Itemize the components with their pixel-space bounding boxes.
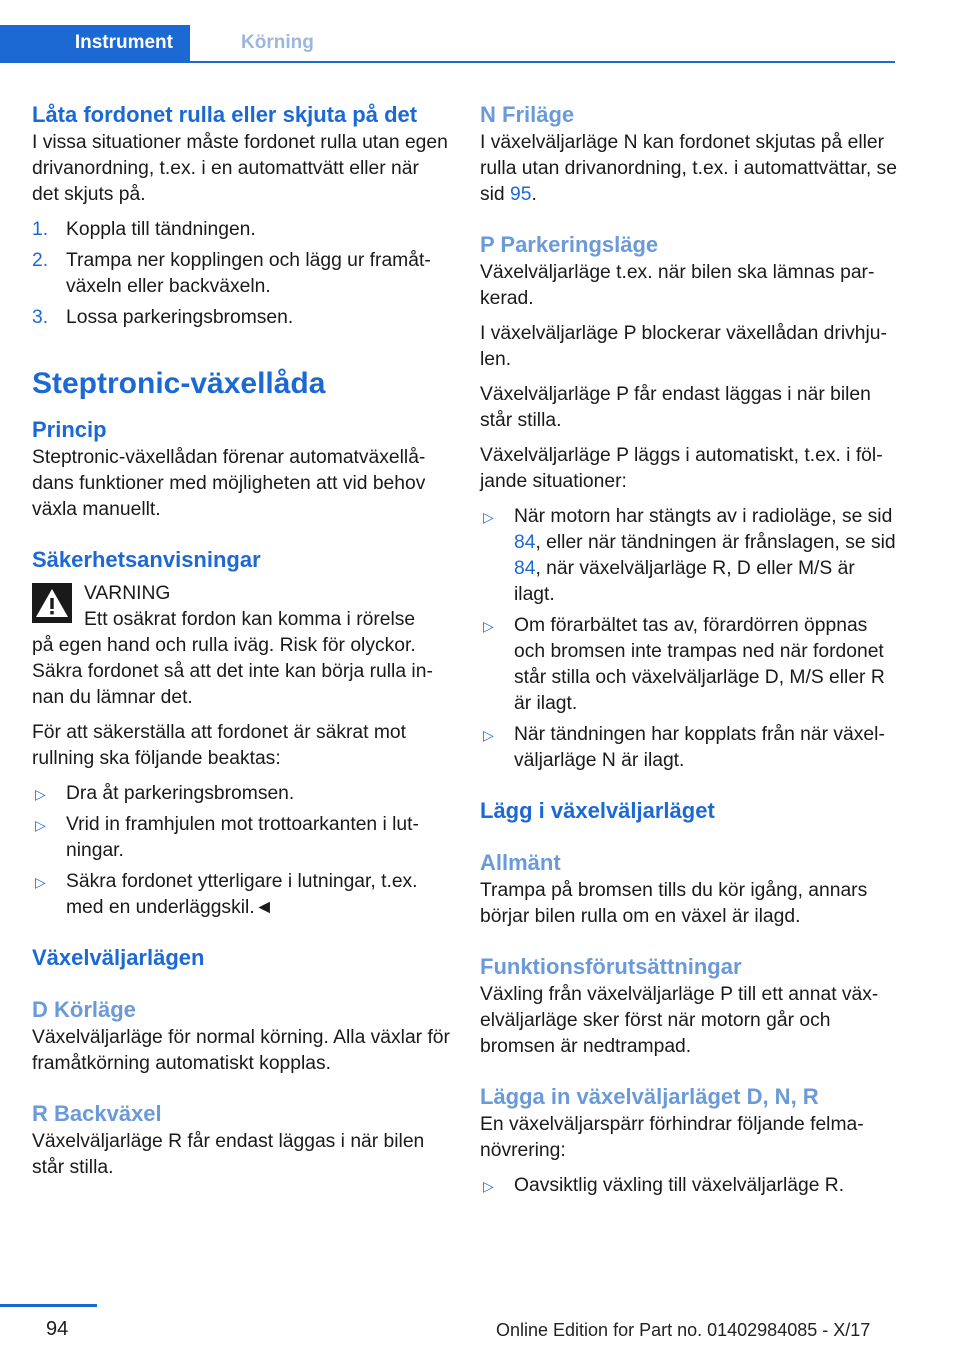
list-item: ▷ Dra åt parkeringsbromsen. (35, 783, 295, 804)
section-title-n: N Friläge (480, 102, 575, 127)
safety-text: För att säkerställa att fordonet är säkrat mot rullning ska följande beaktas: (32, 722, 406, 769)
section-title-conditions: Funktionsförutsättningar (480, 954, 742, 979)
page-number: 94 (46, 1318, 69, 1340)
list-item: ▷ Oavsiktlig växling till växelväljarläge R. (483, 1175, 845, 1196)
p-text-3: Växelväljarläge P får endast läggas i när bilen står stilla. (480, 384, 871, 431)
list-item: ▷ Om förarbältet tas av, förardörren öppnas och bromsen inte trampas ned när fordonet står stilla och växelväljarläge D, M/S eller R är ilagt. (483, 615, 885, 714)
list-item: 3. Lossa parkeringsbromsen. (32, 307, 294, 328)
princip-text: Steptronic-växellådan förenar automatväxellådans funktioner med möjligheten att vid behov växla manuellt. (32, 447, 426, 520)
d-text: Växelväljarläge för normal körning. Alla växlar för framåtkörning automatiskt kopplas. (32, 1027, 450, 1074)
rolling-text: I vissa situationer måste fordonet rulla utan egen drivanordning, t.ex. i en automattvätt eller när det skjuts på. (32, 132, 448, 205)
tab-korning[interactable]: Körning (241, 32, 314, 53)
warning-icon (32, 583, 72, 623)
p-text-4: Växelväljarläge P läggs i automatiskt, t.ex. i följande situationer: (480, 445, 883, 492)
section-title-p: P Parkeringsläge (480, 232, 659, 257)
general-text: Trampa på bromsen tills du kör igång, annars börjar bilen rulla om en växel är ilagd. (480, 880, 868, 927)
list-item: ▷ När tändningen har kopplats från när växelväljarläge N är ilagt. (483, 724, 885, 771)
rolling-steps (32, 217, 450, 331)
tab-instrument[interactable]: Instrument (0, 25, 190, 61)
warning-rest: på egen hand och rulla iväg. Risk för olyckor. Säkra fordonet så att det inte kan börja rulla innan du lämnar det. (32, 635, 433, 708)
footer-divider (0, 1304, 97, 1307)
p-text-1: Växelväljarläge t.ex. när bilen ska lämnas parkerad. (480, 262, 875, 309)
warning-line1: Ett osäkrat fordon kan komma i rörelse (84, 609, 416, 630)
section-title-princip: Princip (32, 417, 107, 442)
section-title-r: R Backväxel (32, 1101, 162, 1126)
section-title-rolling: Låta fordonet rulla eller skjuta på det (32, 102, 418, 127)
section-title-d: D Körläge (32, 997, 136, 1022)
list-item: 2. Trampa ner kopplingen och lägg ur framåtväxeln eller backväxeln. (32, 250, 431, 297)
page-link[interactable]: 95 (510, 184, 532, 205)
chapter-title: Steptronic-växellåda (32, 367, 326, 400)
list-item: ▷ Säkra fordonet ytterligare i lutningar, t.ex. med en underläggskil.◄ (35, 871, 418, 918)
dnr-list (480, 1173, 898, 1199)
section-title-safety: Säkerhetsanvisningar (32, 547, 261, 572)
section-title-dnr: Lägga in växelväljarläget D, N, R (480, 1084, 819, 1109)
list-item: ▷ Vrid in framhjulen mot trottoarkanten i lutningar. (35, 814, 419, 861)
list-item: 1. Koppla till tändningen. (32, 219, 256, 240)
n-text: I växelväljarläge N kan fordonet skjutas på eller rulla utan drivanordning, t.ex. i automattvättar, se sid 95. (480, 132, 897, 205)
left-column (32, 100, 450, 1181)
header-tabs (0, 25, 895, 63)
right-column (480, 100, 898, 1204)
page-link[interactable]: 84 (514, 532, 536, 553)
safety-list (32, 781, 450, 921)
section-title-general: Allmänt (480, 850, 561, 875)
list-item: ▷ När motorn har stängts av i radioläge, se sid 84, eller när tändningen är frånslagen, se sid 84, när växelväljarläge R, D eller M/S är ilagt. (483, 506, 896, 605)
dnr-text: En växelväljarspärr förhindrar följande felmanövrering: (480, 1114, 864, 1161)
page-link[interactable]: 84 (514, 558, 536, 579)
warning-box (32, 581, 450, 711)
warning-label: VARNING (84, 583, 171, 604)
conditions-text: Växling från växelväljarläge P till ett annat växelväljarläge sker först när motorn går och bromsen är nedtrampad. (480, 984, 879, 1057)
p-text-2: I växelväljarläge P blockerar växellådan drivhjulen. (480, 323, 887, 370)
r-text: Växelväljarläge R får endast läggas i när bilen står stilla. (32, 1131, 425, 1178)
p-list (480, 504, 898, 774)
section-title-engage: Lägg i växelväljarläget (480, 798, 715, 823)
section-title-modes: Växelväljarlägen (32, 945, 205, 970)
footer-edition: Online Edition for Part no. 01402984085 - X/17 (496, 1320, 871, 1340)
